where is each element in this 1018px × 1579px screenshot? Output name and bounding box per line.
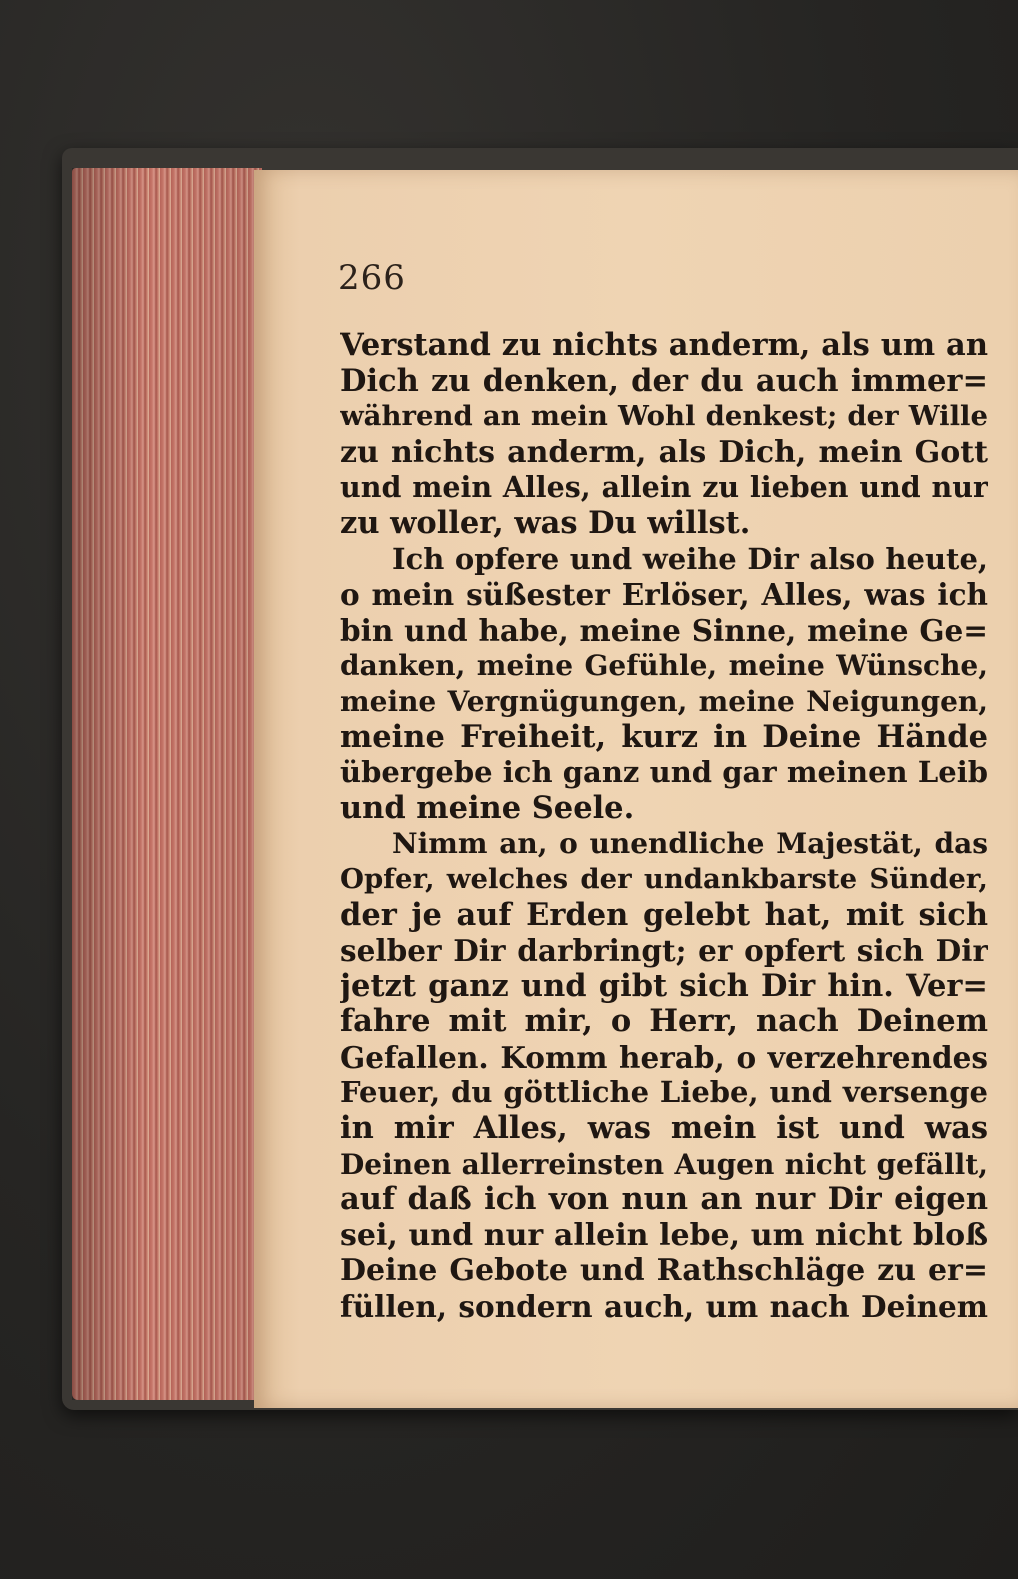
page-block-edges [72, 168, 262, 1400]
page-number: 266 [338, 258, 406, 298]
text-line: Ich opfere und weihe Dir also heute, [392, 541, 988, 576]
text-line: Gefallen. Komm herab, o verzehrendes [340, 1039, 988, 1075]
text-line: der je auf Erden gelebt hat, mit sich [340, 897, 988, 933]
text-line: meine Vergnügungen, meine Neigungen, [340, 684, 988, 718]
text-line: Dich zu denken, der du auch immer= [340, 363, 988, 399]
text-line: in mir Alles, was mein ist und was [340, 1111, 988, 1147]
text-line: Feuer, du göttliche Liebe, und versenge [340, 1075, 988, 1110]
text-line: auf daß ich von nun an nur Dir eigen [340, 1182, 988, 1218]
text-line: Nimm an, o unendliche Majestät, das [392, 827, 988, 861]
text-line: Opfer, welches der undankbarste Sünder, [340, 862, 988, 895]
text-line: meine Freiheit, kurz in Deine Hände [340, 719, 988, 755]
text-line: und meine Seele. [340, 790, 635, 826]
text-line: fahre mit mir, o Herr, nach Deinem [340, 1004, 988, 1040]
text-line: jetzt ganz und gibt sich Dir hin. Ver= [340, 968, 988, 1004]
text-line: Deine Gebote und Rathschläge zu er= [340, 1253, 988, 1289]
text-line: Deinen allerreinsten Augen nicht gefällt, [340, 1147, 988, 1181]
text-line: selber Dir darbringt; er opfert sich Dir [340, 933, 988, 969]
text-line: zu nichts anderm, als Dich, mein Gott [340, 434, 988, 470]
text-line: sei, und nur allein lebe, um nicht bloß [340, 1217, 988, 1253]
text-line: o mein süßester Erlöser, Alles, was ich [340, 577, 988, 613]
text-line: Verstand zu nichts anderm, als um an [340, 328, 988, 363]
page-text [340, 328, 988, 1325]
text-line: füllen, sondern auch, um nach Deinem [340, 1289, 988, 1325]
text-line: übergebe ich ganz und gar meinen Leib [340, 755, 988, 790]
text-line: danken, meine Gefühle, meine Wünsche, [340, 649, 988, 683]
text-line: während an mein Wohl denkest; der Wille [340, 400, 988, 433]
text-line: bin und habe, meine Sinne, meine Ge= [340, 612, 988, 648]
text-line: zu woller, was Du willst. [340, 505, 751, 541]
text-line: und mein Alles, allein zu lieben und nur [340, 470, 988, 505]
